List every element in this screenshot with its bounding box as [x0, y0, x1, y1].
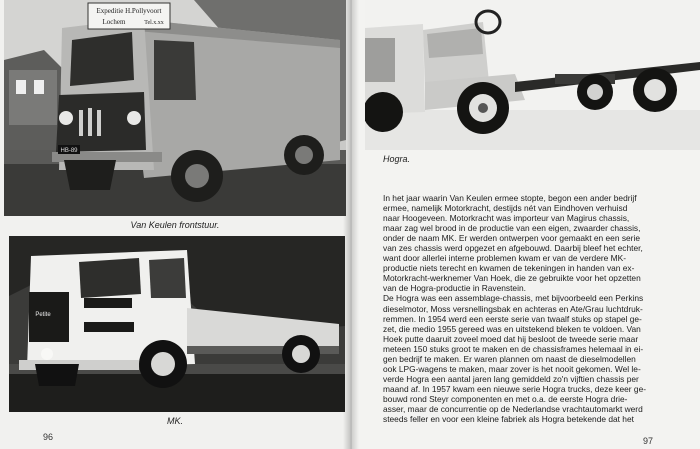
text-line: meteen 150 stuks groot te maken en de chassisframes helemaal in ei- [383, 343, 644, 354]
page-number-right: 97 [643, 436, 654, 446]
text-line: ermee, namelijk Motorkracht, destijds nét van Eindhoven verhuisd [383, 203, 628, 214]
text-line: Hoek putte daaruit zoveel moed dat hij besloot de tweede serie maar [383, 333, 639, 344]
text-line: steeds feller en voor een kleine fabriek als Hogra betekende dat het [383, 414, 634, 425]
text-line: zet, die medio 1955 gereed was en uitstekend bleken te voldoen. Van [383, 323, 641, 334]
page-number-left: 96 [43, 432, 54, 442]
photo-mk-truck [9, 236, 345, 412]
text-line: want door allerlei interne problemen kwam er van de verdere MK- [383, 253, 626, 264]
text-line: onder de naam MK. Er werden ontwerpen voor gemaakt en een serie [383, 233, 640, 244]
text-line: dieselmotor, Moss versnellingsbak en achteras en Ate/Grau luchtdruk- [383, 303, 643, 314]
caption-van-keulen: Van Keulen frontstuur. [130, 220, 220, 230]
text-line: bouwd rond Steyr componenten en met o.a. de eerste Hogra drie- [383, 393, 628, 404]
truck-sign-line1: Expeditie H.Pollyvoort [96, 7, 162, 15]
text-line: remmen. In 1954 werd een eerste serie van twaalf stuks op stapel ge- [383, 313, 642, 324]
text-line: In het jaar waarin Van Keulen ermee stopte, begon een ander bedrijf [383, 193, 637, 203]
caption-mk: MK. [166, 416, 183, 426]
text-line: maand af. In 1957 kwam een nieuwe serie Hogra trucks, deze keer ge- [383, 383, 647, 394]
photo-hogra-chassis [365, 0, 700, 150]
text-line: naar Hoogeveen. Motorkracht was importeur van Magirus chassis, [383, 213, 630, 224]
truck-licence-plate: HB-89 [60, 148, 78, 154]
mk-door-text: Petite [35, 312, 51, 318]
text-line: De Hogra was een assemblage-chassis, met bijvoorbeeld een Perkins [383, 293, 644, 304]
text-line: van de Hogra-productie in Ravenstein. [383, 283, 526, 294]
photo-van-keulen-truck [4, 0, 346, 216]
text-line: ook LPG-wagens te maken, maar zover is het nooit gekomen. Wel le- [383, 363, 641, 374]
text-line: verde Hogra een aantal jaren lang gemiddeld zo'n vijftien chassis per [383, 373, 639, 384]
truck-sign-line2: Lochem [102, 18, 126, 26]
text-line: van zes chassis werd opgezet en afgebouwd. Daarbij bleef het echter, [383, 243, 643, 254]
truck-sign-tel: Tel.x.xx [144, 20, 164, 26]
caption-hogra: Hogra. [383, 154, 411, 164]
text-line: productie niets terecht en kwamen de tekeningen in handen van ex- [383, 263, 635, 274]
text-line: asser, maar de concurrentie op de Nederlandse vrachtautomarkt werd [383, 403, 643, 414]
text-line: maar zag wel brood in de productie van een eigen, zwaarder chassis, [383, 223, 641, 234]
text-line: gen bedrijf te maken. Er waren plannen om naast de dieselmodellen [383, 353, 636, 364]
body-text [383, 193, 680, 424]
text-line: Motorkracht-werknemer Van Hoek, die ze gebruikte voor het opzetten [383, 273, 641, 284]
